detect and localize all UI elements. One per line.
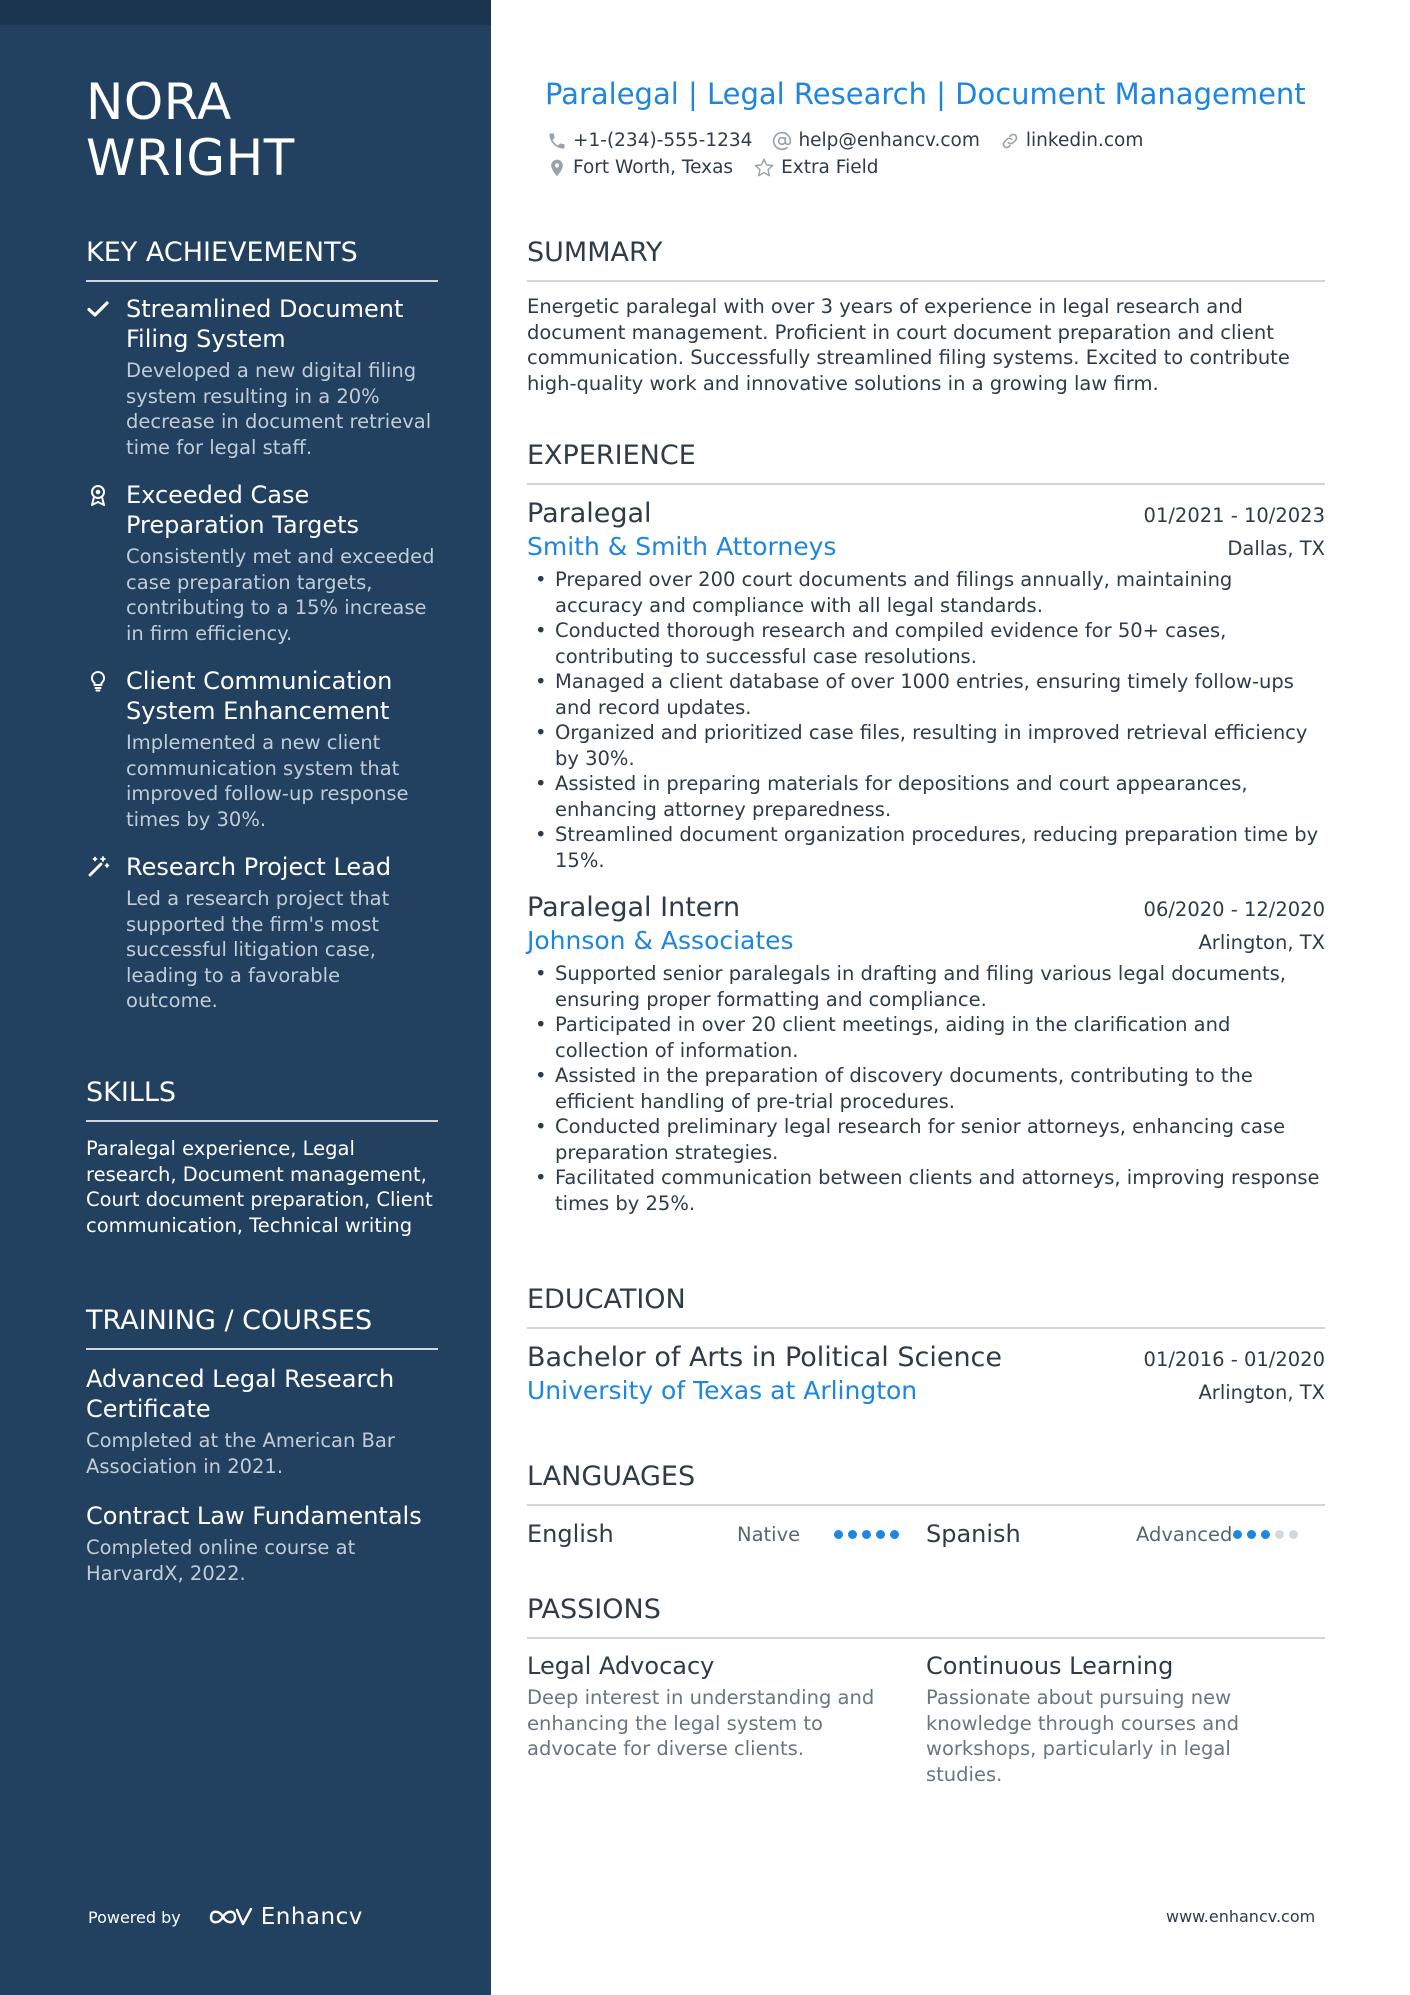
- enhancv-logo[interactable]: [207, 1904, 363, 1930]
- achievement-desc: Consistently met and exceeded case preparation targets, contributing to a 15% increase in firm efficiency.: [126, 545, 435, 645]
- achievement-title: Client Communication System Enhancement: [126, 667, 393, 725]
- passion-desc: Deep interest in understanding and enhancing the legal system to advocate for diverse clients.: [527, 1686, 875, 1760]
- course-title: Contract Law Fundamentals: [86, 1502, 422, 1530]
- email-text: help@enhancv.com: [798, 130, 980, 151]
- list-item: • Streamlined document organization procedures, reducing preparation time by 15%.: [527, 822, 1325, 873]
- proficiency-dot: [876, 1530, 885, 1539]
- course-title: Advanced Legal Research Certificate: [86, 1365, 395, 1423]
- star-icon: [753, 157, 775, 179]
- achievement-desc: Led a research project that supported the firm's most successful litigation case, leading to a favorable outcome.: [126, 887, 390, 1012]
- proficiency-dots: [834, 1530, 904, 1539]
- main-content: [527, 0, 1325, 1995]
- job-title: Paralegal Intern: [527, 892, 741, 923]
- language-item: [527, 1520, 926, 1548]
- proficiency-dot: [1233, 1530, 1242, 1539]
- course-item: [86, 1501, 438, 1586]
- list-item: • Participated in over 20 client meetings, aiding in the clarification and collection of information.: [527, 1012, 1325, 1063]
- proficiency-dot: [1261, 1530, 1270, 1539]
- school-name: University of Texas at Arlington: [527, 1376, 918, 1405]
- job-dates: 06/2020 - 12/2020: [1143, 898, 1325, 921]
- proficiency-dots: [1233, 1530, 1303, 1539]
- proficiency-dot: [848, 1530, 857, 1539]
- summary-section: [527, 236, 1325, 396]
- degree-title: Bachelor of Arts in Political Science: [527, 1342, 1003, 1373]
- section-title: TRAINING / COURSES: [86, 1304, 438, 1350]
- job-company: Johnson & Associates: [527, 926, 794, 955]
- languages-section: [527, 1460, 1325, 1550]
- experience-section: [527, 439, 1325, 1216]
- powered-by-label: Powered by: [88, 1907, 181, 1927]
- section-title: SUMMARY: [527, 236, 1325, 282]
- skills-section: [86, 1076, 438, 1238]
- section-title: KEY ACHIEVEMENTS: [86, 236, 438, 282]
- section-title: PASSIONS: [527, 1593, 1325, 1639]
- section-title: SKILLS: [86, 1076, 438, 1122]
- course-desc: Completed at the American Bar Association in 2021.: [86, 1429, 395, 1478]
- passion-desc: Passionate about pursuing new knowledge through courses and workshops, particularly in legal studies.: [926, 1686, 1239, 1786]
- passion-item: [527, 1651, 926, 1787]
- job-entry: [527, 497, 1325, 873]
- skills-text: Paralegal experience, Legal research, Document management, Court document preparation, Client communication, Technical writing: [86, 1137, 433, 1237]
- list-item: • Conducted thorough research and compiled evidence for 50+ cases, contributing to successful case resolutions.: [527, 618, 1325, 669]
- achievement-desc: Developed a new digital filing system resulting in a 20% decrease in document retrieval time for legal staff.: [126, 359, 432, 459]
- job-bullets: [527, 961, 1325, 1216]
- sidebar: [0, 0, 491, 1995]
- phone-contact[interactable]: [547, 130, 752, 151]
- list-item: • Supported senior paralegals in drafting and filing various legal documents, ensuring proper formatting and compliance.: [527, 961, 1325, 1012]
- achievement-title: Exceeded Case Preparation Targets: [126, 481, 360, 539]
- proficiency-dot: [1247, 1530, 1256, 1539]
- summary-text: Energetic paralegal with over 3 years of experience in legal research and document management. Proficient in court document preparation and client communication. Successfully streamlined filing systems. Excited to contribute high-quality work and innovative solutions in a growing law firm.: [527, 295, 1290, 395]
- school-location: Arlington, TX: [1198, 1381, 1325, 1404]
- job-entry: [527, 891, 1325, 1216]
- list-item: • Assisted in the preparation of discovery documents, contributing to the efficient handling of pre-trial procedures.: [527, 1063, 1325, 1114]
- sidebar-top-bar: [0, 0, 491, 25]
- passions-section: [527, 1593, 1325, 1787]
- enhancv-logo-icon: [207, 1905, 253, 1929]
- section-title: EDUCATION: [527, 1283, 1325, 1329]
- achievement-item: [86, 852, 438, 1014]
- language-name: Spanish: [926, 1520, 1021, 1548]
- link-icon: [1000, 131, 1020, 151]
- job-location: Arlington, TX: [1198, 931, 1325, 954]
- list-item: • Conducted preliminary legal research for senior attorneys, enhancing case preparation strategies.: [527, 1114, 1325, 1165]
- language-level: Native: [737, 1522, 801, 1546]
- course-item: [86, 1364, 438, 1479]
- achievement-desc: Implemented a new client communication system that improved follow-up response times by 30%.: [126, 731, 409, 831]
- proficiency-dot: [1289, 1530, 1298, 1539]
- footer-url[interactable]: www.enhancv.com: [1166, 1907, 1316, 1926]
- achievement-item: [86, 480, 438, 646]
- job-location: Dallas, TX: [1227, 537, 1325, 560]
- proficiency-dot: [1275, 1530, 1284, 1539]
- proficiency-dot: [834, 1530, 843, 1539]
- phone-icon: [547, 131, 567, 151]
- language-item: [926, 1520, 1325, 1548]
- achievement-item: [86, 666, 438, 832]
- training-section: [86, 1304, 438, 1586]
- linkedin-contact[interactable]: [1000, 130, 1143, 151]
- achievement-title: Research Project Lead: [126, 853, 392, 881]
- email-contact[interactable]: [772, 130, 979, 151]
- list-item: • Facilitated communication between clients and attorneys, improving response times by 25%.: [527, 1165, 1325, 1216]
- job-dates: 01/2021 - 10/2023: [1143, 504, 1325, 527]
- education-entry: [527, 1341, 1325, 1407]
- section-title: EXPERIENCE: [527, 439, 1325, 485]
- contact-info: [547, 127, 1327, 181]
- education-dates: 01/2016 - 01/2020: [1143, 1348, 1325, 1371]
- at-sign-icon: [772, 131, 792, 151]
- location-pin-icon: [547, 158, 567, 178]
- key-achievements-section: [86, 236, 438, 1034]
- list-item: • Assisted in preparing materials for depositions and court appearances, enhancing attorney preparedness.: [527, 771, 1325, 822]
- language-level: Advanced: [1136, 1522, 1233, 1546]
- enhancv-brand: Enhancv: [260, 1904, 363, 1930]
- job-bullets: [527, 567, 1325, 873]
- achievement-item: [86, 294, 438, 460]
- passion-title: Continuous Learning: [926, 1652, 1174, 1680]
- lightbulb-icon: [86, 669, 110, 693]
- linkedin-text: linkedin.com: [1025, 130, 1144, 151]
- location-contact: [547, 157, 733, 178]
- candidate-name: NORA WRIGHT: [86, 73, 295, 187]
- list-item: • Organized and prioritized case files, resulting in improved retrieval efficiency by 30%.: [527, 720, 1325, 771]
- extra-field-text: Extra Field: [781, 157, 879, 178]
- passion-item: [926, 1651, 1325, 1787]
- language-name: English: [527, 1520, 614, 1548]
- achievement-title: Streamlined Document Filing System: [126, 295, 404, 353]
- passion-title: Legal Advocacy: [527, 1652, 715, 1680]
- list-item: • Managed a client database of over 1000 entries, ensuring timely follow-ups and record updates.: [527, 669, 1325, 720]
- proficiency-dot: [862, 1530, 871, 1539]
- proficiency-dot: [890, 1530, 899, 1539]
- award-icon: [86, 483, 110, 507]
- job-title: Paralegal: [527, 498, 652, 529]
- course-desc: Completed online course at HarvardX, 2022.: [86, 1536, 356, 1585]
- headline: Paralegal | Legal Research | Document Management: [545, 77, 1306, 111]
- phone-text: +1-(234)-555-1234: [573, 130, 753, 151]
- education-section: [527, 1283, 1325, 1407]
- powered-by: [88, 1904, 363, 1930]
- section-title: LANGUAGES: [527, 1460, 1325, 1506]
- check-icon: [86, 297, 110, 321]
- location-text: Fort Worth, Texas: [573, 157, 734, 178]
- magic-wand-icon: [86, 855, 110, 879]
- job-company: Smith & Smith Attorneys: [527, 532, 837, 561]
- extra-field: [753, 157, 878, 179]
- list-item: • Prepared over 200 court documents and filings annually, maintaining accuracy and compliance with all legal standards.: [527, 567, 1325, 618]
